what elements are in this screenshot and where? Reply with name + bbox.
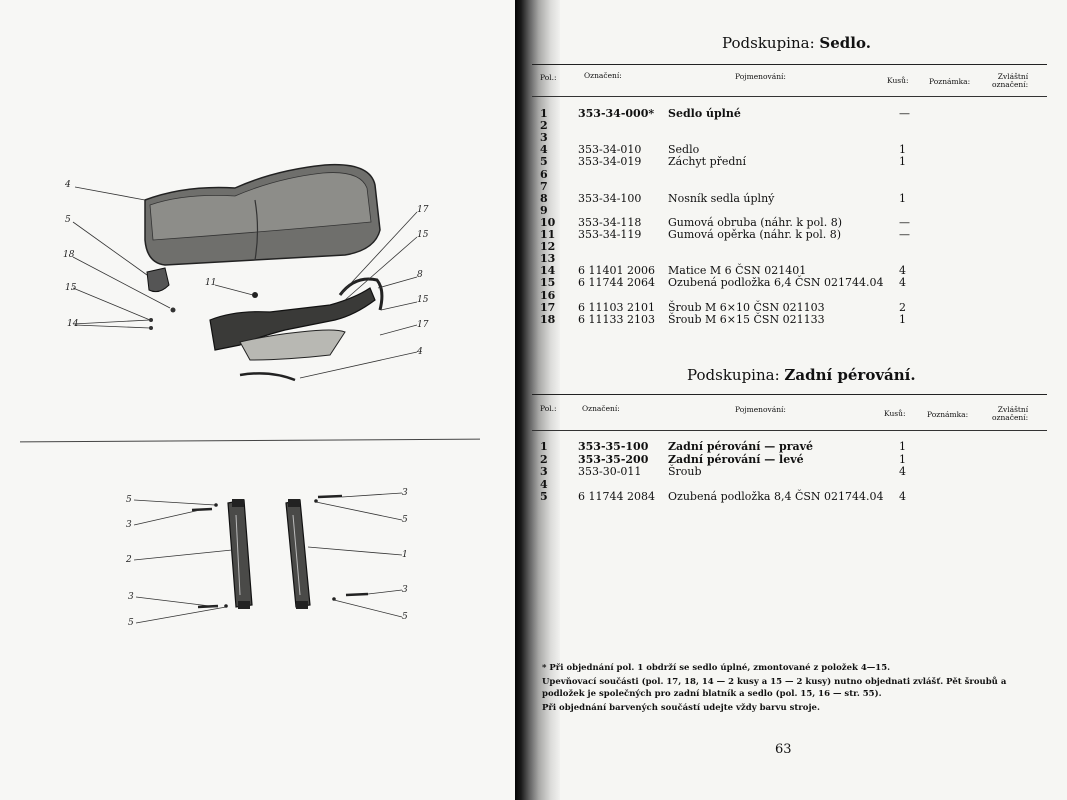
- seat-label-15b: 15: [417, 230, 429, 240]
- row-pol: 1: [540, 107, 548, 120]
- row-qty: 1: [899, 312, 906, 326]
- col-header-zvlastni: Zvláštní označení:: [992, 72, 1029, 89]
- left-page: [0, 0, 515, 800]
- row-pol: 6: [540, 167, 548, 181]
- susp-label-1: 1: [402, 550, 408, 560]
- row-code: 6 11103 2101: [578, 300, 655, 314]
- row-name: Gumová opěrka (náhr. k pol. 8): [668, 228, 842, 241]
- table-row: [540, 276, 1067, 290]
- susp-label-5d: 5: [402, 612, 408, 622]
- table-row: [540, 107, 1067, 120]
- table-row: [540, 465, 1067, 478]
- susp-label-2: 2: [126, 555, 132, 565]
- col2-header-poznamka: Poznámka:: [927, 410, 969, 419]
- table2-rule-top: [532, 394, 1047, 395]
- row-code: 353-34-118: [578, 215, 642, 229]
- seat-label-17b: 17: [417, 320, 429, 330]
- row-code: 6 11133 2103: [578, 312, 655, 326]
- row-name: Gumová obruba (náhr. k pol. 8): [668, 215, 842, 229]
- seat-label-17: 17: [417, 205, 429, 215]
- row-qty: 1: [899, 191, 906, 205]
- seat-label-4: 4: [65, 180, 71, 190]
- row-code: 6 11744 2084: [578, 490, 655, 503]
- page-number: 63: [775, 742, 792, 757]
- table-row: [540, 300, 1067, 314]
- row-name: Zadní pérování — levé: [668, 452, 804, 466]
- table-row: [540, 203, 1067, 217]
- footnotes: [542, 662, 1042, 716]
- row-name: Šroub M 6×15 ČSN 021133: [668, 312, 825, 326]
- seat-label-14: 14: [67, 319, 79, 329]
- table-row: [540, 490, 1067, 503]
- row-name: Ozubená podložka 6,4 ČSN 021744.04: [668, 276, 884, 290]
- row-pol: 12: [540, 240, 556, 254]
- row-pol: 5: [540, 490, 548, 503]
- row-qty: 1: [899, 440, 906, 453]
- seat-label-15c: 15: [417, 295, 429, 305]
- row-name: Záchyt přední: [668, 155, 747, 169]
- col2-header-zvlastni: Zvláštní označení:: [992, 405, 1029, 422]
- table-row: [540, 452, 1067, 466]
- seat-label-4b: 4: [417, 347, 423, 357]
- row-pol: 10: [540, 215, 556, 229]
- row-code: 353-35-200: [578, 452, 649, 466]
- seat-label-15: 15: [65, 283, 77, 293]
- row-code: 353-34-119: [578, 228, 642, 241]
- table-row: [540, 191, 1067, 205]
- row-code: 6 11401 2006: [578, 264, 655, 278]
- col-header-kusu: Kusů:: [887, 76, 909, 85]
- row-pol: 8: [540, 191, 548, 205]
- col2-header-kusu: Kusů:: [884, 409, 906, 418]
- seat-exploded-illustration: [55, 160, 455, 390]
- row-qty: 4: [899, 264, 906, 278]
- table2-rule-header: [532, 430, 1047, 431]
- section-title-zadni-perovani: Podskupina: Zadní pérování.: [687, 366, 916, 384]
- seat-label-11: 11: [205, 278, 217, 288]
- page-divider: [20, 439, 480, 443]
- row-name: Sedlo úplné: [668, 107, 741, 120]
- col-header-poznamka: Poznámka:: [929, 77, 971, 86]
- rear-suspension-illustration: [120, 485, 420, 635]
- row-pol: 14: [540, 264, 556, 278]
- footnote-1: * Při objednání pol. 1 obdrží se sedlo úplné, zmontované z položek 4—15.: [542, 663, 891, 673]
- row-name: Zadní pérování — pravé: [668, 440, 814, 453]
- table-row: [540, 312, 1067, 326]
- susp-label-5: 5: [126, 495, 132, 505]
- section-title-sedlo: Podskupina: Sedlo.: [722, 34, 871, 52]
- row-pol: 7: [540, 179, 548, 193]
- table-rule-header: [532, 96, 1047, 97]
- col-header-pol: Pol.:: [540, 73, 557, 82]
- seat-label-8: 8: [417, 270, 423, 280]
- table-row: [540, 179, 1067, 193]
- row-pol: 4: [540, 143, 548, 157]
- row-pol: 5: [540, 155, 548, 169]
- row-pol: 4: [540, 477, 548, 491]
- col2-header-pojmenovani: Pojmenování:: [735, 405, 786, 414]
- footnote-2: Upevňovací součásti (pol. 17, 18, 14 — 2 kusy a 15 — 2 kusy) nutno objednati zvlášť. Pět šroubů a podložek je společných pro zadní blatník a sedlo (pol. 15, 16 — str. 55).: [542, 677, 1007, 699]
- parts-table-sedlo: [540, 107, 1062, 338]
- table-row: [540, 477, 1067, 491]
- row-qty: 4: [899, 490, 906, 503]
- susp-label-3c: 3: [402, 488, 408, 498]
- table-row: [540, 167, 1067, 181]
- row-qty: 4: [899, 465, 906, 478]
- table-row: [540, 288, 1067, 302]
- row-pol: 13: [540, 252, 556, 266]
- col-header-oznaceni: Označení:: [584, 71, 622, 80]
- row-qty: 1: [899, 155, 906, 169]
- table-row: [540, 228, 1067, 241]
- row-qty: 4: [899, 276, 906, 290]
- row-qty: —: [899, 107, 910, 120]
- row-name: Matice M 6 ČSN 021401: [668, 264, 807, 278]
- row-pol: 9: [540, 203, 548, 217]
- susp-label-5b: 5: [128, 618, 134, 628]
- col2-header-oznaceni: Označení:: [582, 404, 620, 413]
- susp-label-3: 3: [126, 520, 132, 530]
- row-pol: 16: [540, 288, 556, 302]
- row-pol: 15: [540, 276, 556, 290]
- row-pol: 11: [540, 228, 556, 241]
- row-name: Sedlo: [668, 143, 700, 157]
- row-name: Šroub: [668, 465, 702, 478]
- row-qty: 1: [899, 143, 906, 157]
- table-row: [540, 119, 1067, 133]
- seat-label-5: 5: [65, 215, 71, 225]
- table-row: [540, 155, 1067, 169]
- row-qty: 2: [899, 300, 906, 314]
- table-row: [540, 440, 1067, 453]
- table-rule-top: [532, 64, 1047, 65]
- row-code: 353-34-000*: [578, 107, 655, 120]
- row-code: 353-34-010: [578, 143, 642, 157]
- row-qty: —: [899, 215, 910, 229]
- row-pol: 3: [540, 465, 548, 478]
- footnote-3: Při objednání barvených součástí udejte vždy barvu stroje.: [542, 703, 820, 713]
- row-pol: 2: [540, 119, 548, 133]
- row-code: 353-34-100: [578, 191, 642, 205]
- susp-label-3b: 3: [128, 592, 134, 602]
- row-code: 353-35-100: [578, 440, 649, 453]
- row-pol: 18: [540, 312, 556, 326]
- row-qty: —: [899, 228, 910, 241]
- row-code: 353-30-011: [578, 465, 642, 478]
- seat-label-18: 18: [63, 250, 75, 260]
- row-pol: 1: [540, 440, 548, 453]
- parts-table-zadni-perovani: [540, 440, 1062, 511]
- row-name: Nosník sedla úplný: [668, 191, 775, 205]
- row-pol: 3: [540, 131, 548, 145]
- row-pol: 2: [540, 452, 548, 466]
- col-header-pojmenovani: Pojmenování:: [735, 72, 786, 81]
- susp-label-3d: 3: [402, 585, 408, 595]
- row-pol: 17: [540, 300, 556, 314]
- susp-label-5c: 5: [402, 515, 408, 525]
- col2-header-pol: Pol.:: [540, 404, 557, 413]
- table-row: [540, 240, 1067, 254]
- row-qty: 1: [899, 452, 906, 466]
- row-code: 6 11744 2064: [578, 276, 655, 290]
- row-code: 353-34-019: [578, 155, 642, 169]
- row-name: Šroub M 6×10 ČSN 021103: [668, 300, 825, 314]
- row-name: Ozubená podložka 8,4 ČSN 021744.04: [668, 490, 884, 503]
